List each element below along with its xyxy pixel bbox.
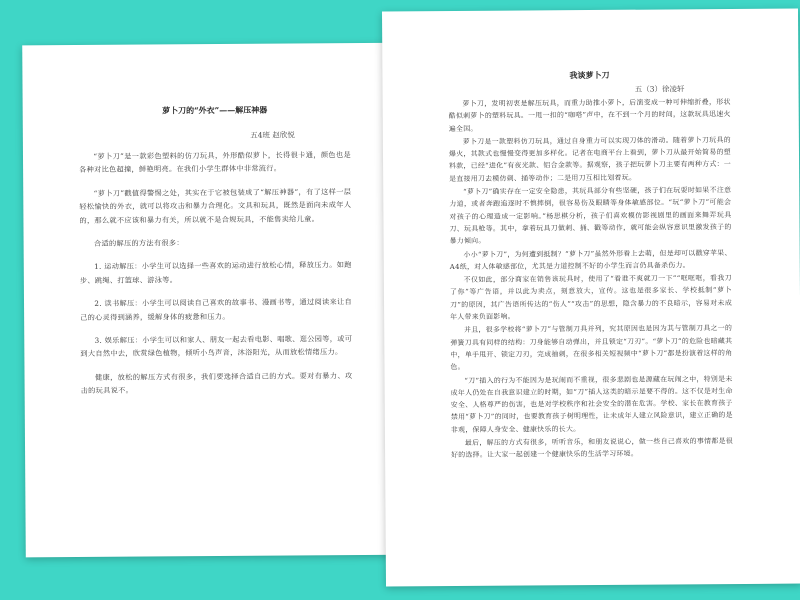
left-document-page [22, 43, 411, 558]
left-document-content [79, 104, 353, 408]
right-document-content [448, 69, 733, 463]
right-paragraph: 不仅如此，部分商家在销售该玩具时，使用了“看谁不爽就刀一下”“哐哐哐，看我刀了你”等广告语，并以此为卖点，刻意放大，宣传。这也是很多家长、学校抵制“萝卜刀”的原因，其广告语所传达的“伤人”“攻击”的思想，隐含暴力的不良暗示，容易对未成年人带来负面影响。 [449, 274, 733, 322]
left-document-title: 萝卜刀的“外衣”——解压神器 [162, 104, 268, 116]
right-paragraph: 萝卜刀是一款塑料仿刀玩具，通过自身重力可以实现刀体的滑动。随着萝卜刀玩具的爆火，其款式也慢慢变得更加多样化。记者在电商平台上看到，萝卜刀从最开始简易的塑料款，已经“进化”有夜光款、铝合金款等。据观察，孩子把玩萝卜刀主要有两种方式：一是直接用刀去模仿刺、捅等动作；二是用刀互相比划着玩。 [448, 135, 732, 183]
right-paragraph: “刀”插入的行为不能因为是玩闹而不重视，很多悲剧也是源藏在玩闹之中，特别是未成年人仍处在自我意识建立的时期，如“刀”插人这类的暗示是要不得的。这不仅是对生命安全、人格尊严的伤害，也是对学校秩序和社会安全的潜在危害。学校、家长在教育孩子禁用“萝卜刀”的同时，也要教育孩子树明理性，让未成年人建立风险意识，建立正确的是非观，保障人身安全、健康快乐的长大。 [450, 374, 733, 434]
right-paragraph: 小小“萝卜刀”，为何遭到抵制？“萝卜刀”虽然外形看上去萌，但是却可以戳穿苹果、A4纸，对人体敏感部位，尤其是力道控制不好的小学生而言仍具备杀伤力。 [449, 248, 732, 271]
left-paragraph: 2. 读书解压：小学生可以阅读自己喜欢的故事书、漫画书等，通过阅读来让自己的心灵得到涵养，缓解身体的疲惫和压力。 [80, 297, 353, 322]
left-document-author: 五4班 赵欣悦 [250, 130, 295, 140]
left-paragraph: 合适的解压的方法有很多： [93, 238, 184, 248]
left-paragraph: 健康，放松的解压方式有很多，我们要选择合适自己的方式。要对有暴力、攻击的玩具说不。 [80, 370, 353, 396]
right-document-title: 我谈萝卜刀 [569, 69, 610, 81]
right-paragraph: 最后，解压的方式有很多，听听音乐，和朋友说说心，做一些自己喜欢的事情都是很好的选择。让大家一起创建一个健康快乐的生活学习环境。 [451, 437, 734, 460]
left-paragraph: “萝卜刀”戳值得警惕之处，其实在于它被包装成了“解压神器”，有了这样一层轻松愉快的外衣，就可以将攻击和暴力合理化。文具和玩具，既然是面向未成年人的，那么就不应该和暴力有关，所以就不是合规玩具，不能售卖给儿童。 [79, 186, 352, 225]
right-document-page [382, 9, 800, 587]
left-paragraph: “萝卜刀”是一款彩色塑料的仿刀玩具，外形酷似萝卜，长得很卡通，颜色也是各种对比色超撞，鲜艳明亮。在我们小学生群体中非常流行。 [79, 150, 352, 175]
right-paragraph: 并且，很多学校将“萝卜刀”与管制刀具并列，究其原因也是因为其与管制刀具之一的弹簧刀具有同样的结构：刀身能够自动弹出，并且锁定“刀刃”。“萝卜刀”的危险也暗藏其中，单手甩开、锁定刀刃，完成抽刺，在很多相关短视频中“萝卜刀”都是扮演着这样的角色。 [450, 324, 733, 372]
left-paragraph: 1. 运动解压：小学生可以选择一些喜欢的运动进行放松心情，释放压力。如跑步、跳绳、打篮球、游泳等。 [79, 260, 352, 285]
right-document-author: 五（3）徐凌轩 [634, 84, 685, 94]
right-paragraph: 萝卜刀，发明初衷是解压玩具，而重力助推小萝卜，后演变成一种可伸缩折叠，形状酷似刺萝卜的塑料玩具。一甩一扣的“咖嗒”声中，在不到一个月的时间，这款玩具迅速火遍全国。 [448, 98, 731, 133]
right-paragraph: “萝卜刀”确实存在一定安全隐患，其玩具部分有些坚硬，孩子们在玩耍时如果不注意力道，或者奔跑追逐时不慎摔倒，很容易伤及眼睛等身体敏感部位。“玩“萝卜刀”可能会对孩子的心理造成一定影响。”杨思棋分析，孩子们喜欢模仿影视剧里的画面来舞弄玩具刀、玩具枪等。其中，拿着玩具刀做刺、捅、戳等动作，就可能会纵容意识里激发孩子的暴力倾向。 [449, 186, 732, 246]
left-paragraph: 3. 娱乐解压：小学生可以和家人、朋友一起去看电影、唱歌、逛公园等，或可到大自然中去，欣赏绿色植物，倾听小鸟声音，沐浴阳光，从而放松情绪压力。 [80, 334, 353, 359]
